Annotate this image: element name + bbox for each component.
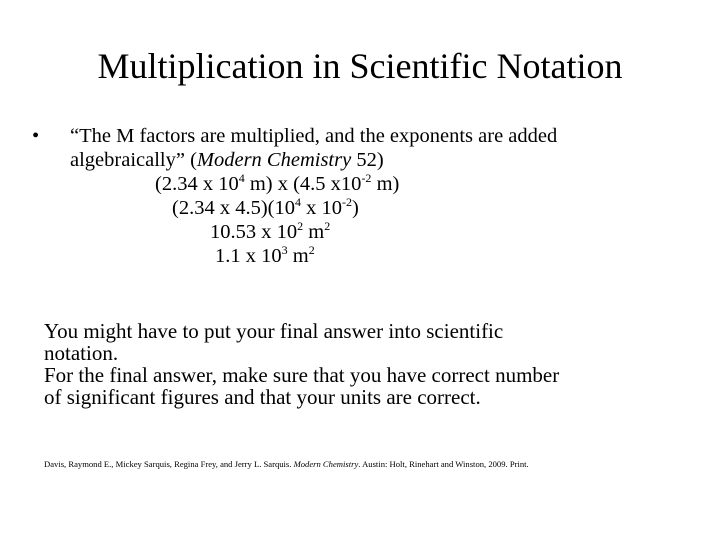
- equation-step-2: [172, 196, 702, 220]
- bullet-block: [32, 124, 702, 268]
- bullet-line-1: “The M factors are multiplied, and the exponents are added: [70, 125, 558, 147]
- eq3-exponent-a: 2: [297, 219, 304, 233]
- citation: [44, 458, 714, 470]
- bullet-text: [70, 124, 702, 172]
- bullet-marker: •: [32, 125, 40, 147]
- equation-step-1: [155, 172, 702, 196]
- bullet-line-2: [70, 148, 702, 172]
- citation-publisher: . Austin: Holt, Rinehart and Winston, 2009. Print.: [358, 459, 529, 469]
- citation-title: Modern Chemistry: [293, 459, 359, 469]
- eq2-part-c: ): [351, 197, 359, 219]
- note-line-2: notation.: [44, 341, 119, 365]
- eq2-exponent-a: 4: [294, 195, 301, 209]
- eq3-exponent-b: 2: [324, 219, 331, 233]
- eq1-part-b: m) x (4.5 x10: [244, 173, 362, 195]
- quote-text-end: algebraically” (: [70, 149, 197, 171]
- citation-authors: Davis, Raymond E., Mickey Sarquis, Regina Frey, and Jerry L. Sarquis.: [44, 459, 294, 469]
- eq1-exponent-a: 4: [238, 171, 245, 185]
- equation-step-4: [215, 244, 702, 268]
- eq2-part-a: (2.34 x 4.5)(10: [172, 197, 295, 219]
- eq3-part-a: 10.53 x 10: [210, 221, 298, 243]
- note-paragraph: [44, 320, 714, 408]
- note-line-4: of significant figures and that your units are correct.: [44, 385, 481, 409]
- source-title: Modern Chemistry: [196, 149, 352, 171]
- slide-title: Multiplication in Scientific Notation: [97, 46, 623, 86]
- note-line-1: You might have to put your final answer into scientific: [44, 319, 504, 343]
- eq1-part-a: (2.34 x 10: [155, 173, 239, 195]
- eq4-part-a: 1.1 x 10: [215, 245, 282, 267]
- eq1-exponent-b: -2: [361, 171, 372, 185]
- eq4-exponent-b: 2: [308, 243, 315, 257]
- source-page: 52): [351, 149, 384, 171]
- eq4-part-b: m: [287, 245, 309, 267]
- note-line-3: For the final answer, make sure that you have correct number: [44, 363, 560, 387]
- equation-step-3: [210, 220, 702, 244]
- eq4-exponent-a: 3: [281, 243, 288, 257]
- eq3-part-b: m: [303, 221, 325, 243]
- bullet-item: [32, 124, 702, 172]
- eq1-part-c: m): [371, 173, 400, 195]
- eq2-part-b: x 10: [300, 197, 342, 219]
- eq2-exponent-b: -2: [341, 195, 352, 209]
